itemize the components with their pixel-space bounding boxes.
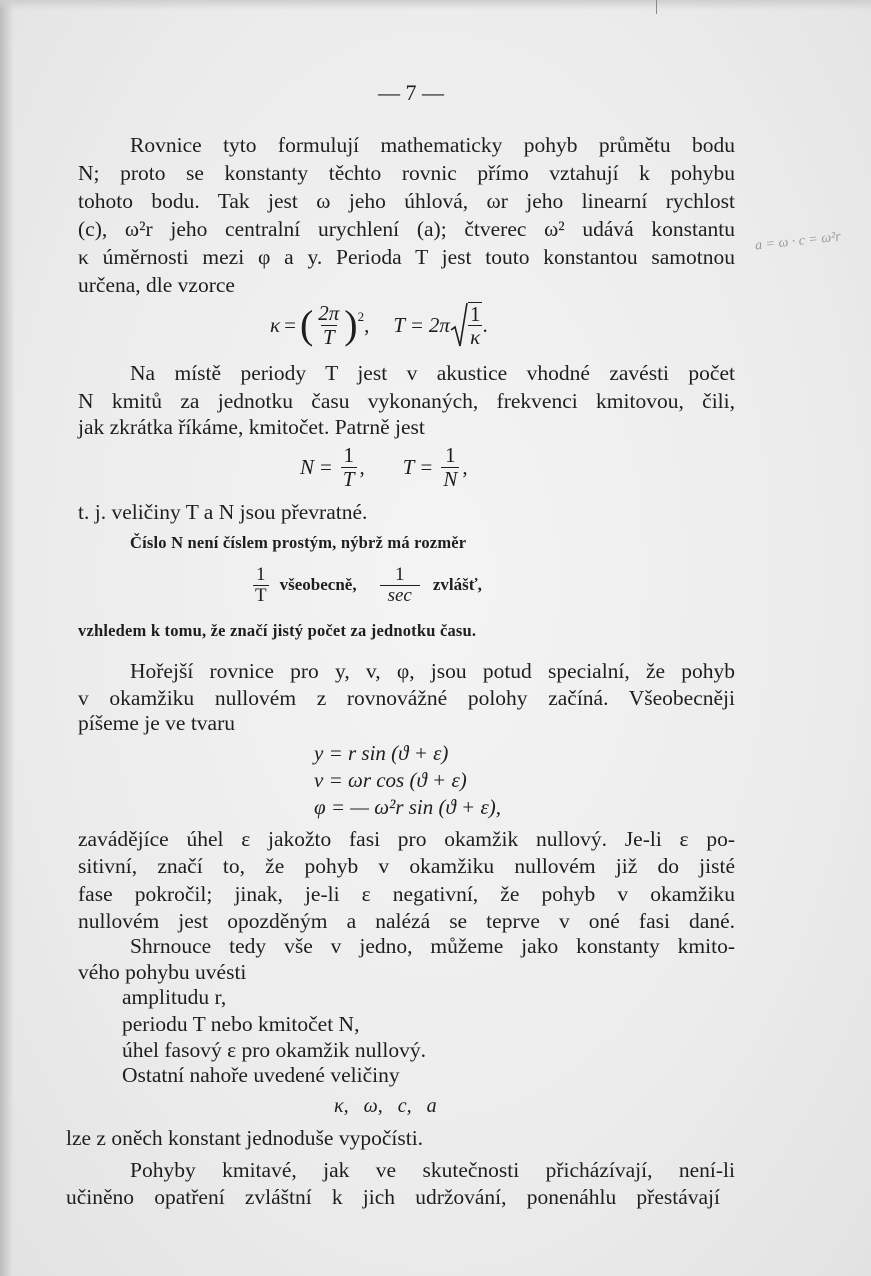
p5-line-1: zavádějíce úhel ε jakožto fasi pro okamžik nullový. Je-li ε po- — [78, 827, 735, 851]
eq1-period: . — [482, 313, 488, 337]
eq3-line-y: y = r sin (ϑ + ε) — [314, 741, 449, 765]
eq2-fraction-2 — [441, 444, 459, 489]
eq1-equals: = — [284, 313, 296, 337]
eq1-exponent: 2 — [357, 309, 365, 324]
eq1-right-paren: ) — [344, 302, 358, 347]
p5-line-3: fase pokročil; jinak, je-li ε negativní, že pohyb v okamžiku — [78, 882, 735, 906]
p4-line-3: píšeme je ve tvaru — [78, 711, 236, 735]
eq1-equals-2: = — [411, 313, 423, 337]
p1-line-5: κ úměrnosti mezi φ a y. Perioda T jest touto konstantou samotnou — [78, 245, 735, 269]
page-left-edge — [0, 0, 14, 1276]
eq2-end: , — [462, 455, 468, 479]
eq2-equals: = — [320, 455, 332, 479]
eq1-fraction — [316, 302, 341, 347]
eq1-left-paren: ( — [299, 302, 314, 347]
eq1-T: T — [393, 313, 406, 337]
note-line-1: Číslo N není číslem prostým, nýbrž má rozměr — [130, 533, 467, 552]
eq2-fraction-1 — [341, 444, 357, 489]
eq2-N: N — [300, 455, 315, 479]
eq2-frac2-den: N — [443, 466, 458, 491]
p6-item-amplitude: amplitudu r, — [122, 985, 227, 1009]
eq3-line-v: v = ωr cos (ϑ + ε) — [314, 768, 467, 792]
equation-frequency — [300, 440, 468, 494]
eq1-numerator: 2π — [318, 301, 340, 326]
note-frac-1 — [253, 565, 269, 606]
note-line-3: vzhledem k tomu, že značí jistý počet za jednotku času. — [78, 621, 477, 640]
note-word-generally: všeobecně, — [279, 575, 357, 594]
p5-line-2: sitivní, značí to, že pohyb v okamžiku nullovém již do jisté — [78, 854, 735, 878]
eq2-frac1-num: 1 — [343, 443, 354, 468]
note-word-specially: zvlášť, — [432, 575, 482, 594]
p6-item-period: periodu T nebo kmitočet N, — [122, 1012, 360, 1036]
p6-line-1: Shrnouce tedy vše v jedno, můžeme jako konstanty kmito- — [130, 934, 735, 958]
p2-line-2: N kmitů za jednotku času vykonaných, frekvenci kmitovou, čili, — [78, 389, 735, 413]
eq1-radicand-den: κ — [470, 325, 481, 349]
p3-line: t. j. veličiny T a N jsou převratné. — [78, 500, 368, 524]
p1-line-6: určena, dle vzorce — [78, 273, 235, 297]
p6-item-phase: úhel fasový ε pro okamžik nullový. — [122, 1038, 427, 1062]
p2-line-3: jak zkrátka říkáme, kmitočet. Patrně jest — [78, 415, 425, 439]
p7-line-2: učiněno opatření zvláštní k jich udržování, ponenáhlu přestávají — [66, 1185, 720, 1209]
eq1-kappa: κ — [270, 313, 281, 337]
note-frac1-num: 1 — [256, 563, 266, 585]
eq1-two-pi: 2π — [428, 313, 450, 337]
p7-line-1: Pohyby kmitavé, jak ve skutečnosti přicházívají, není-li — [130, 1158, 735, 1182]
eq1-comma: , — [364, 313, 370, 337]
p6-line-2: vého pohybu uvésti — [78, 960, 247, 984]
page-top-edge — [0, 0, 871, 10]
p2-line-1: Na místě periody T jest v akustice vhodné zavésti počet — [130, 361, 735, 385]
p4-line-2: v okamžiku nullovém z rovnovážné polohy začíná. Všeobecněji — [78, 686, 735, 710]
page-fold-mark — [656, 0, 657, 14]
p1-line-4: (c), ω²r jeho centralní urychlení (a); čtverec ω² udává konstantu — [78, 217, 735, 241]
page-number: — 7 — — [378, 80, 444, 105]
eq2-frac1-den: T — [342, 466, 355, 491]
p1-line-1: Rovnice tyto formulují mathematicky pohyb průmětu bodu — [130, 133, 735, 157]
note-frac1-den: T — [255, 584, 267, 606]
p6-after: lze z oněch konstant jednoduše vypočísti. — [66, 1126, 424, 1150]
eq2-comma: , — [359, 455, 365, 479]
note-frac-2 — [380, 565, 420, 606]
pencil-margin-note: a = ω · c = ω²r — [754, 229, 842, 254]
p6-item-other: Ostatní nahoře uvedené veličiny — [122, 1063, 400, 1087]
equation-kappa-period — [270, 297, 488, 353]
eq1-radicand — [468, 302, 483, 348]
eq1-denominator: T — [322, 324, 335, 349]
sqrt-symbol — [450, 302, 483, 348]
p6-constants: κ, ω, c, a — [334, 1095, 437, 1117]
eq2-T: T — [402, 455, 415, 479]
note-frac2-num: 1 — [394, 563, 405, 585]
note-frac2-den: sec — [380, 585, 420, 606]
eq2-frac2-num: 1 — [445, 443, 456, 468]
radical-sign — [450, 302, 468, 348]
p1-line-2: N; proto se konstanty těchto rovnic přímo vztahují k pohybu — [78, 161, 735, 185]
eq1-radicand-num: 1 — [469, 301, 481, 326]
p1-line-3: tohoto bodu. Tak jest ω jeho úhlová, ωr jeho linearní rychlost — [78, 189, 735, 213]
eq2-equals-2: = — [420, 455, 433, 479]
p4-line-1: Hořejší rovnice pro y, v, φ, jsou potud specialní, že pohyb — [130, 659, 735, 683]
note-dimensions — [250, 560, 482, 610]
p5-line-4: nullovém jest opozděným a nalézá se teprve v oné fasi dané. — [78, 909, 735, 933]
eq3-line-phi: φ = — ω²r sin (ϑ + ε), — [314, 795, 502, 819]
